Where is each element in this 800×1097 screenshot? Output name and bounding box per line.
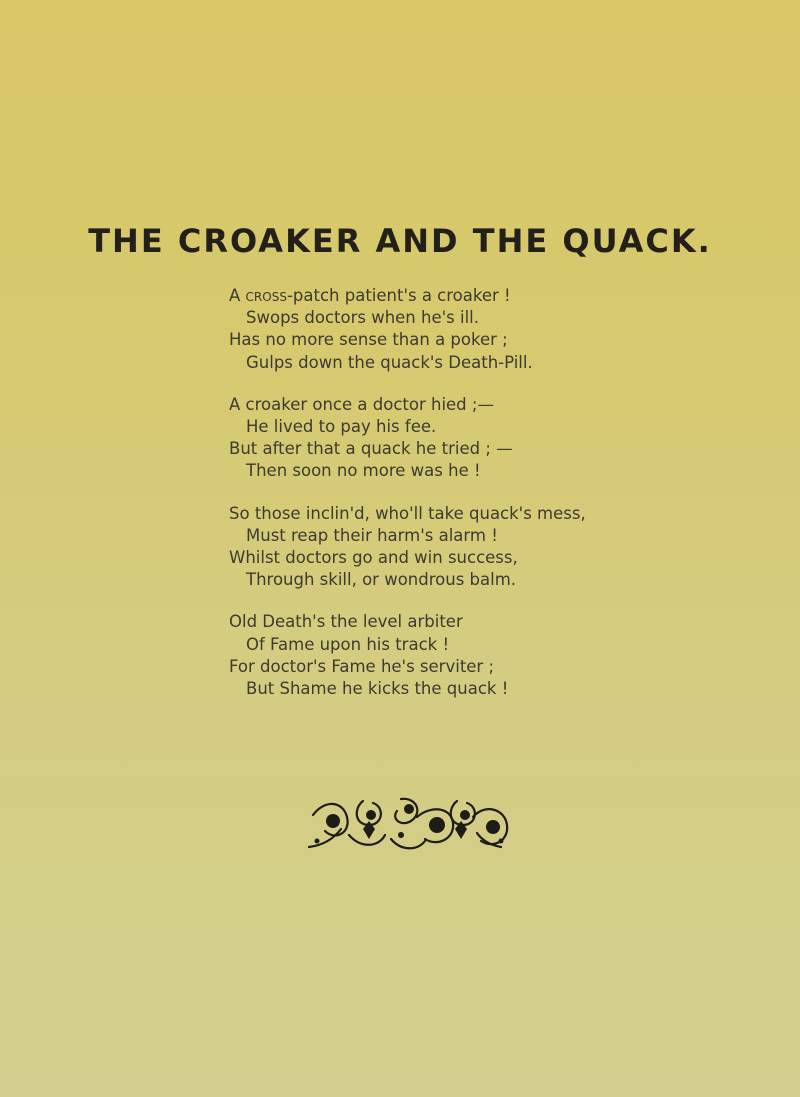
poem-line: He lived to pay his fee. <box>246 417 437 437</box>
poem-line: Swops doctors when he's ill. <box>246 308 479 328</box>
poem-line: Through skill, or wondrous balm. <box>246 570 517 590</box>
poem-line: Has no more sense than a poker ; <box>229 330 508 350</box>
poem-line: So those inclin'd, who'll take quack's mess, <box>229 503 586 523</box>
poem-line: Then soon no more was he ! <box>246 461 481 481</box>
line-remainder: -patch patient's a croaker ! <box>286 286 511 305</box>
poem-line: A croaker once a doctor hied ;— <box>229 394 494 414</box>
poem-body <box>229 285 729 720</box>
small-caps-word: cross <box>245 286 287 305</box>
poem-line: For doctor's Fame he's serviter ; <box>229 656 495 676</box>
floral-tailpiece-icon <box>305 795 513 853</box>
line-first-word: A <box>229 286 241 305</box>
stanza-4 <box>229 611 729 700</box>
poem-line: Of Fame upon his track ! <box>246 634 450 654</box>
stanza-1 <box>229 285 729 374</box>
poem-line: But Shame he kicks the quack ! <box>246 679 509 699</box>
poem-line: But after that a quack he tried ; — <box>229 439 513 459</box>
poem-line: Gulps down the quack's Death-Pill. <box>246 352 533 372</box>
poem-title: THE CROAKER AND THE QUACK. <box>88 222 712 260</box>
poem-line: Old Death's the level arbiter <box>229 612 463 632</box>
poem-line <box>229 285 729 307</box>
poem-line: Must reap their harm's alarm ! <box>246 525 498 545</box>
stanza-3 <box>229 503 729 592</box>
stanza-2 <box>229 394 729 483</box>
poem-line: Whilst doctors go and win success, <box>229 548 518 568</box>
